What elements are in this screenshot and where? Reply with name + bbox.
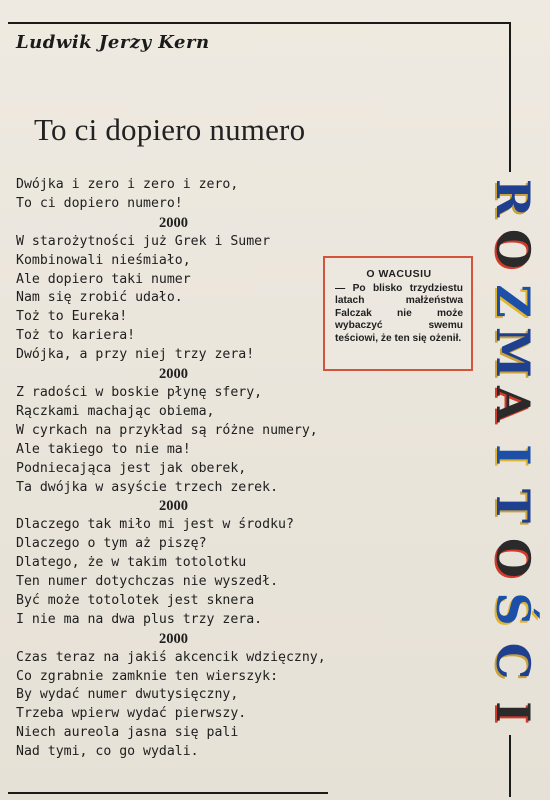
banner-letter: O bbox=[486, 537, 540, 578]
rozmaitosci-banner bbox=[482, 175, 544, 735]
poem-line: Dlaczego o tym aż piszę? bbox=[16, 536, 207, 552]
banner-letter: R bbox=[486, 178, 540, 218]
poem-line: Ale takiego to nie ma! bbox=[16, 441, 191, 457]
poem-line: Ale dopiero taki numer bbox=[16, 271, 191, 287]
poem-line: Toż to Eureka! bbox=[16, 309, 128, 325]
poem-line: Podniecająca jest jak oberek, bbox=[16, 460, 247, 476]
poem-line: Dlatego, że w takim totolotku bbox=[16, 555, 247, 571]
stanza-separator: 2000 bbox=[159, 498, 188, 515]
poem-line: Toż to kariera! bbox=[16, 328, 136, 344]
banner-letter: T bbox=[486, 489, 540, 524]
banner-letter: Ś bbox=[486, 592, 540, 626]
banner-letter: O bbox=[486, 229, 540, 270]
poem-line: Niech aureola jasna się pali bbox=[16, 725, 239, 741]
poem-line: Ta dwójka w asyście trzech zerek. bbox=[16, 479, 279, 495]
poem-line: Być może totolotek jest sknera bbox=[16, 592, 255, 608]
poem-line: Trzeba wpierw wydać pierwszy. bbox=[16, 706, 247, 722]
banner-letter: A bbox=[486, 385, 540, 422]
poem-line: Z radości w boskie płynę sfery, bbox=[16, 384, 263, 400]
banner-letter: I bbox=[486, 701, 540, 723]
poem-line: Czas teraz na jakiś akcencik wdzięczny, bbox=[16, 649, 326, 665]
frame-top-rule bbox=[8, 22, 511, 24]
poem-line: I nie ma na dwa plus trzy zera. bbox=[16, 611, 263, 627]
frame-bottom-rule bbox=[8, 792, 328, 794]
anecdote-text: — Po blisko trzydziestu latach małżeństwa Falczak nie może wybaczyć swemu teściowi, że ten się ożenił. bbox=[335, 283, 463, 344]
poem-line: Nam się zrobić udało. bbox=[16, 290, 183, 306]
author-name: Ludwik Jerzy Kern bbox=[16, 32, 210, 53]
poem-line: W starożytności już Grek i Sumer bbox=[16, 233, 271, 249]
poem-body bbox=[16, 176, 361, 762]
banner-letter: I bbox=[486, 444, 540, 466]
poem-line: Ten numer dotychczas nie wyszedł. bbox=[16, 574, 279, 590]
frame-right-bottom-rule bbox=[509, 735, 511, 797]
stanza-separator: 2000 bbox=[159, 214, 188, 231]
banner-letter: M bbox=[486, 327, 540, 379]
poem-line: By wydać numer dwutysięczny, bbox=[16, 687, 239, 703]
poem-line: Co zgrabnie zamknie ten wierszyk: bbox=[16, 668, 279, 684]
anecdote-title: O WACUSIU bbox=[366, 268, 432, 280]
anecdote-box bbox=[323, 256, 473, 371]
poem-line: Kombinowali nieśmiało, bbox=[16, 252, 191, 268]
poem-line: Dwójka, a przy niej trzy zera! bbox=[16, 347, 255, 363]
poem-line: Dwójka i zero i zero i zero, bbox=[16, 177, 239, 192]
banner-letter: Z bbox=[486, 283, 540, 318]
poem-title: To ci dopiero numero bbox=[34, 112, 306, 147]
poem-line: Nad tymi, co go wydali. bbox=[16, 744, 199, 760]
poem-line: W cyrkach na przykład są różne numery, bbox=[16, 422, 318, 438]
stanza-separator: 2000 bbox=[159, 630, 188, 647]
poem-line: Rączkami machając obiema, bbox=[16, 403, 215, 419]
poem-line: To ci dopiero numero! bbox=[16, 195, 183, 211]
banner-letter: C bbox=[486, 642, 540, 679]
frame-right-rule bbox=[509, 22, 511, 172]
poem-line: Dlaczego tak miło mi jest w środku? bbox=[16, 517, 294, 533]
stanza-separator: 2000 bbox=[159, 366, 188, 383]
